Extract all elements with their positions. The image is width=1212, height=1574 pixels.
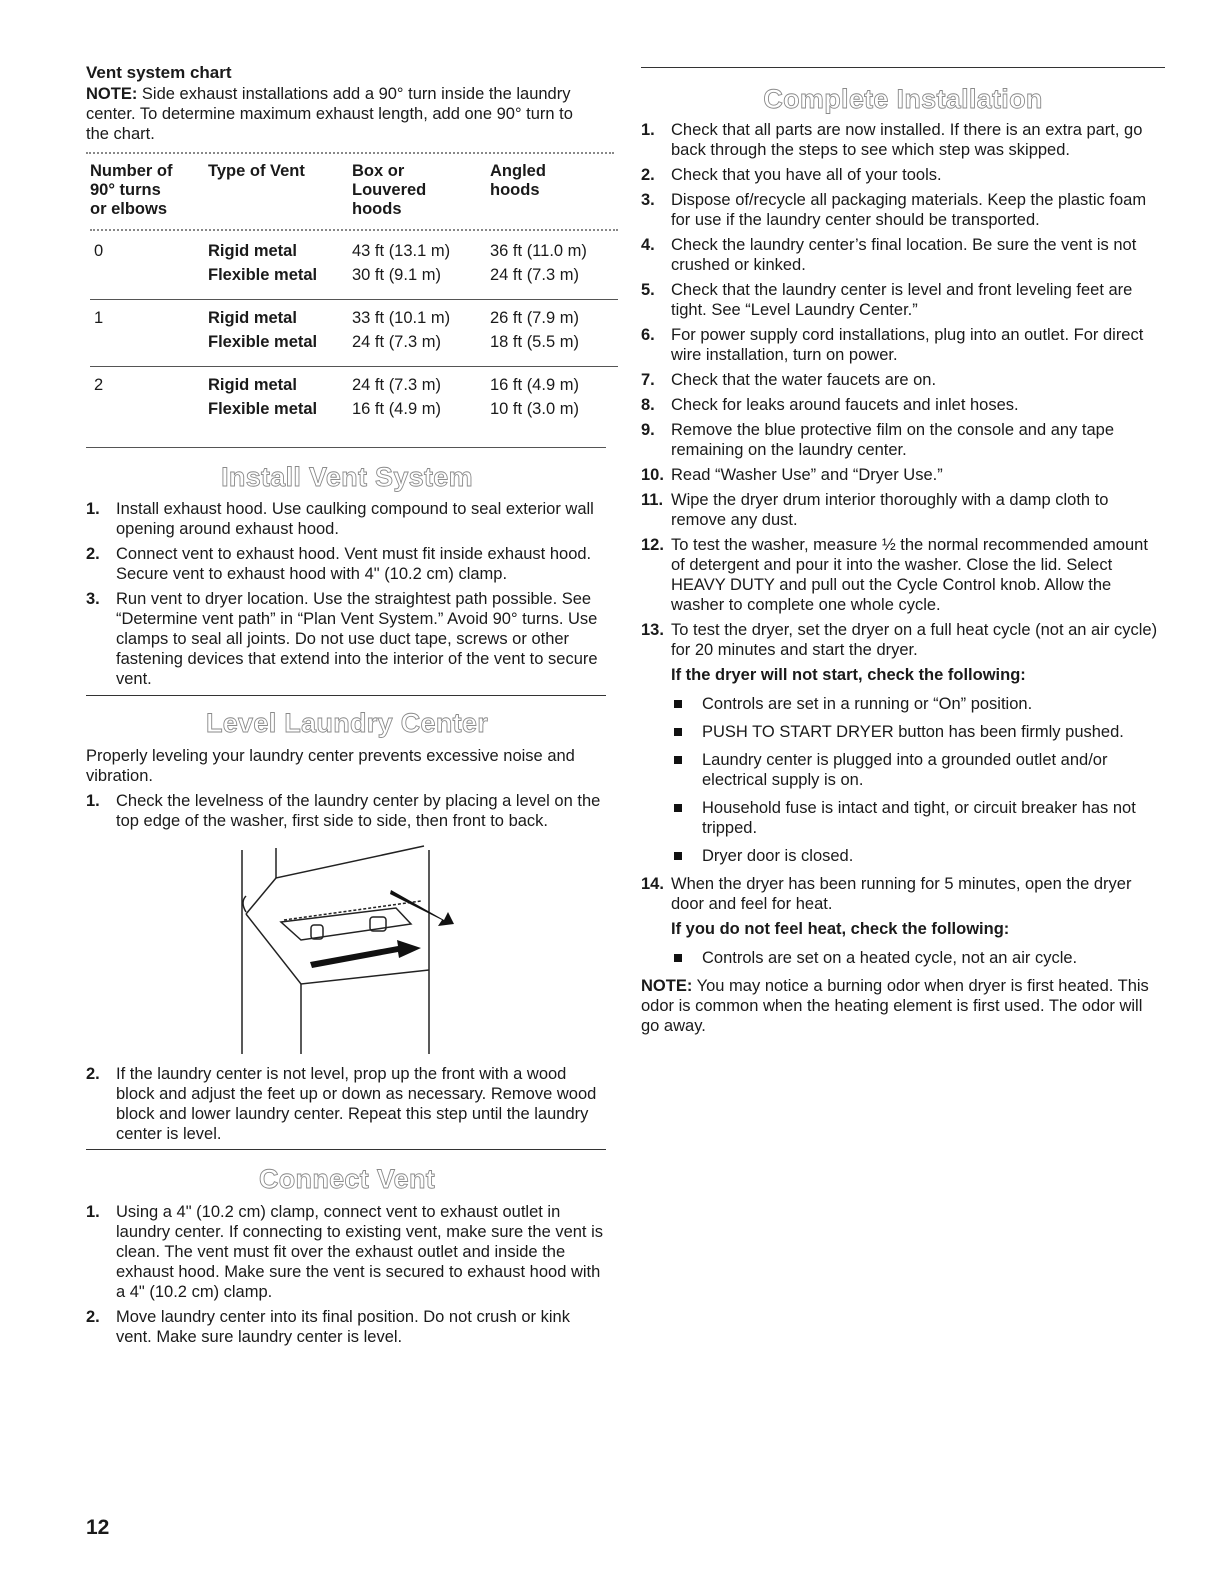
bullet-square-icon bbox=[674, 954, 682, 962]
header-box-louvered: Box or Louvered hoods bbox=[352, 162, 427, 218]
list-item: 3. Dispose of/recycle all packaging materials. Keep the plastic foam for use if the laundry center should be transported. bbox=[641, 191, 1147, 229]
vent-type-cell: Flexible metal bbox=[208, 400, 318, 418]
page-number: 12 bbox=[86, 1516, 110, 1539]
complete-install-step14 bbox=[641, 874, 1165, 914]
list-item: Household fuse is intact and tight, or circuit breaker has not tripped. bbox=[641, 798, 1165, 838]
box-length-cell: 43 ft (13.1 m) bbox=[352, 242, 451, 260]
header-angled: Angled hoods bbox=[490, 162, 546, 199]
bullet-square-icon bbox=[674, 804, 682, 812]
list-item: 6. For power supply cord installations, plug into an outlet. For direct wire installation, turn on power. bbox=[641, 326, 1144, 364]
complete-install-title: Complete Installation bbox=[763, 84, 1043, 114]
note-text: Side exhaust installations add a 90° turn inside the laundry center. To determine maximum exhaust length, add one 90° turn to the chart. bbox=[86, 85, 573, 143]
group-divider bbox=[90, 299, 618, 300]
note-label: NOTE: bbox=[86, 85, 138, 103]
list-item: 1. Using a 4" (10.2 cm) clamp, connect vent to exhaust outlet in laundry center. If connecting to existing vent, make sure the vent is clean. The vent must fit over the exhaust outlet and inside the exhaust hood. Make sure the vent is secured to exhaust hood with a 4" (10.2 cm) clamp. bbox=[86, 1203, 604, 1301]
bullet-square-icon bbox=[674, 700, 682, 708]
complete-install-note bbox=[641, 976, 1161, 1036]
vent-chart-header bbox=[90, 162, 618, 231]
turns-cell: 0 bbox=[94, 242, 104, 260]
level-center-step1 bbox=[86, 791, 608, 831]
group-divider bbox=[90, 366, 618, 367]
list-item: Controls are set on a heated cycle, not an air cycle. bbox=[641, 948, 1165, 968]
list-item: 5. Check that the laundry center is level and front leveling feet are tight. See “Level Laundry Center.” bbox=[641, 281, 1133, 319]
section-divider bbox=[86, 695, 606, 696]
no-start-checklist bbox=[641, 694, 1165, 866]
table-row bbox=[90, 263, 618, 287]
angled-length-cell: 26 ft (7.9 m) bbox=[490, 309, 579, 327]
table-row bbox=[90, 373, 618, 397]
list-item: 9. Remove the blue protective film on the console and any tape remaining on the laundry center. bbox=[641, 421, 1115, 459]
section-divider bbox=[641, 67, 1165, 68]
turns-cell: 1 bbox=[94, 309, 104, 327]
angled-length-cell: 10 ft (3.0 m) bbox=[490, 400, 579, 418]
bullet-square-icon bbox=[674, 756, 682, 764]
box-length-cell: 24 ft (7.3 m) bbox=[352, 376, 441, 394]
box-length-cell: 33 ft (10.1 m) bbox=[352, 309, 451, 327]
list-item: 7. Check that the water faucets are on. bbox=[641, 371, 937, 389]
list-item: PUSH TO START DRYER button has been firmly pushed. bbox=[641, 722, 1165, 742]
level-center-title: Level Laundry Center bbox=[205, 708, 489, 738]
angled-length-cell: 36 ft (11.0 m) bbox=[490, 242, 587, 260]
level-center-intro: Properly leveling your laundry center prevents excessive noise and vibration. bbox=[86, 747, 575, 785]
vent-chart-title: Vent system chart bbox=[86, 63, 232, 82]
list-item: 1. Install exhaust hood. Use caulking compound to seal exterior wall opening around exhaust hood. bbox=[86, 500, 594, 538]
list-item: 2. Check that you have all of your tools. bbox=[641, 166, 942, 184]
list-item: 1. Check the levelness of the laundry center by placing a level on the top edge of the washer, first side to side, then front to back. bbox=[86, 792, 601, 830]
laundry-center-level-illustration bbox=[86, 836, 608, 1060]
table-row bbox=[90, 239, 618, 263]
turns-cell: 2 bbox=[94, 376, 104, 394]
angled-length-cell: 18 ft (5.5 m) bbox=[490, 333, 579, 351]
box-length-cell: 24 ft (7.3 m) bbox=[352, 333, 441, 351]
angled-length-cell: 16 ft (4.9 m) bbox=[490, 376, 579, 394]
list-item: 8. Check for leaks around faucets and inlet hoses. bbox=[641, 396, 1019, 414]
list-item: Controls are set in a running or “On” position. bbox=[641, 694, 1165, 714]
list-item: 3. Run vent to dryer location. Use the straightest path possible. See “Determine vent path” in “Plan Vent System.” Avoid 90° turns. Use clamps to seal all joints. Do not use duct tape, screws or other fastening devices that extend into the interior of the vent to secure vent. bbox=[86, 590, 598, 688]
install-vent-steps bbox=[86, 499, 608, 689]
bullet-square-icon bbox=[674, 728, 682, 736]
list-item: 1. Check that all parts are now installed. If there is an extra part, go back through the steps to see which step was skipped. bbox=[641, 121, 1143, 159]
header-vent-type: Type of Vent bbox=[208, 162, 305, 180]
connect-vent-steps bbox=[86, 1202, 606, 1347]
box-length-cell: 16 ft (4.9 m) bbox=[352, 400, 441, 418]
vent-type-cell: Flexible metal bbox=[208, 266, 318, 284]
list-item: 12. To test the washer, measure ½ the normal recommended amount of detergent and pour it into the washer. Close the lid. Select HEAVY DUTY and pull out the Cycle Control knob. Allow the washer to complete one whole cycle. bbox=[641, 536, 1148, 614]
list-item: 10. Read “Washer Use” and “Dryer Use.” bbox=[641, 466, 943, 484]
no-heat-heading: If you do not feel heat, check the following: bbox=[671, 920, 1010, 938]
list-item: 2. Connect vent to exhaust hood. Vent must fit inside exhaust hood. Secure vent to exhaust hood with 4" (10.2 cm) clamp. bbox=[86, 545, 592, 583]
list-item: 2. If the laundry center is not level, prop up the front with a wood block and adjust the feet up or down as necessary. Remove wood block and lower laundry center. Repeat this step until the laundry center is level. bbox=[86, 1065, 597, 1143]
list-item: 2. Move laundry center into its final position. Do not crush or kink vent. Make sure laundry center is level. bbox=[86, 1308, 570, 1346]
no-start-heading: If the dryer will not start, check the following: bbox=[671, 666, 1026, 684]
right-column bbox=[641, 62, 1165, 1036]
section-divider bbox=[86, 1149, 606, 1150]
bullet-square-icon bbox=[674, 852, 682, 860]
table-top-rule bbox=[86, 152, 614, 154]
note-text: You may notice a burning odor when dryer is first heated. This odor is common when the heating element is first used. The odor will go away. bbox=[641, 977, 1149, 1035]
table-row bbox=[90, 231, 618, 239]
list-item: Dryer door is closed. bbox=[641, 846, 1165, 866]
left-column bbox=[86, 62, 608, 1352]
vent-type-cell: Rigid metal bbox=[208, 376, 297, 394]
list-item: 11. Wipe the dryer drum interior thoroughly with a damp cloth to remove any dust. bbox=[641, 491, 1109, 529]
vent-chart-note bbox=[86, 84, 598, 144]
level-center-step2 bbox=[86, 1064, 608, 1144]
vent-type-cell: Rigid metal bbox=[208, 242, 297, 260]
vent-type-cell: Rigid metal bbox=[208, 309, 297, 327]
header-turns: Number of 90° turns or elbows bbox=[90, 162, 173, 218]
box-length-cell: 30 ft (9.1 m) bbox=[352, 266, 441, 284]
table-bottom-rule bbox=[86, 447, 606, 448]
vent-chart-body bbox=[90, 231, 618, 421]
vent-type-cell: Flexible metal bbox=[208, 333, 318, 351]
list-item: Laundry center is plugged into a grounded outlet and/or electrical supply is on. bbox=[641, 750, 1165, 790]
table-row bbox=[90, 397, 618, 421]
no-heat-checklist bbox=[641, 948, 1165, 968]
connect-vent-title: Connect Vent bbox=[258, 1164, 436, 1194]
table-row bbox=[90, 330, 618, 354]
table-row bbox=[90, 306, 618, 330]
list-item: 14. When the dryer has been running for 5 minutes, open the dryer door and feel for heat. bbox=[641, 875, 1132, 913]
angled-length-cell: 24 ft (7.3 m) bbox=[490, 266, 579, 284]
complete-install-steps bbox=[641, 120, 1165, 660]
install-vent-title: Install Vent System bbox=[221, 462, 473, 492]
list-item: 4. Check the laundry center’s final location. Be sure the vent is not crushed or kinked. bbox=[641, 236, 1137, 274]
list-item: 13. To test the dryer, set the dryer on a full heat cycle (not an air cycle) for 20 minutes and start the dryer. bbox=[641, 621, 1158, 659]
note-label: NOTE: bbox=[641, 977, 693, 995]
vent-chart-table bbox=[90, 162, 618, 421]
